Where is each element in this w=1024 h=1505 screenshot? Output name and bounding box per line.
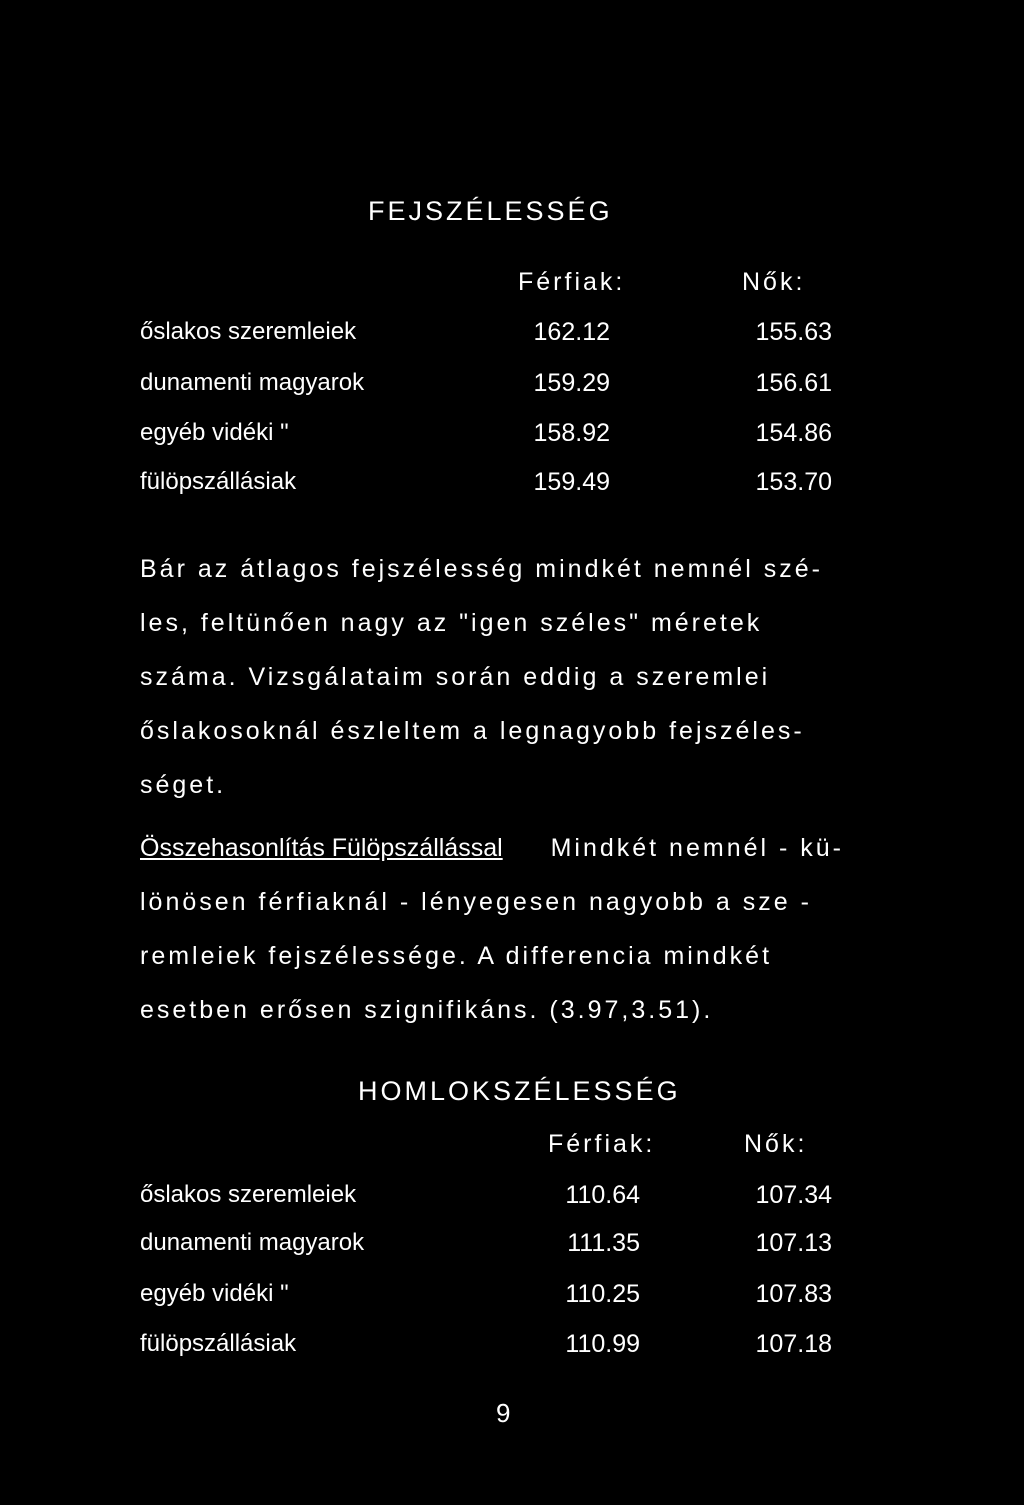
table-row-label: dunamenti magyarok: [140, 1229, 365, 1256]
paragraph-line: remleiek fejszélessége. A differencia mindkét: [140, 942, 773, 970]
paragraph-line: esetben erősen szignifikáns. (3.97,3.51).: [140, 996, 714, 1024]
table-cell-women: 107.13: [755, 1229, 832, 1257]
paragraph-line: száma. Vizsgálataim során eddig a szeremlei: [140, 663, 771, 691]
section2-col-women: Nők:: [744, 1130, 808, 1158]
table-cell-women: 107.83: [755, 1280, 832, 1308]
section2-col-men: Férfiak:: [548, 1130, 656, 1158]
table-cell-men: 158.92: [533, 419, 610, 447]
table-cell-men: 162.12: [533, 318, 610, 346]
section1-col-men: Férfiak:: [518, 268, 626, 296]
table-cell-women: 153.70: [755, 468, 832, 496]
table-row-label: őslakos szeremleiek: [140, 318, 357, 345]
paragraph-line: séget.: [140, 771, 227, 799]
paragraph-1: [140, 542, 900, 812]
table-cell-men: 110.64: [565, 1181, 640, 1209]
paragraph-line: lönösen férfiaknál - lényegesen nagyobb a sze -: [140, 888, 812, 916]
table-row-label: egyéb vidéki ": [140, 419, 289, 446]
table-cell-men: 159.49: [533, 468, 610, 496]
table-cell-women: 155.63: [755, 318, 832, 346]
paragraph-line: les, feltünően nagy az "igen széles" méretek: [140, 609, 763, 637]
section1-col-women: Nők:: [742, 268, 806, 296]
table-row-label: őslakos szeremleiek: [140, 1181, 357, 1208]
table-cell-men: 110.25: [565, 1280, 640, 1308]
table-cell-women: 156.61: [755, 369, 832, 397]
paragraph-line: Bár az átlagos fejszélesség mindkét nemnél szé-: [140, 555, 823, 583]
table-cell-men: 159.29: [533, 369, 610, 397]
table-row-label: egyéb vidéki ": [140, 1280, 289, 1307]
table-row-label: fülöpszállásiak: [140, 468, 297, 495]
table-row-label: dunamenti magyarok: [140, 369, 365, 396]
table-row-label: fülöpszállásiak: [140, 1330, 297, 1357]
paragraph-2: [140, 821, 900, 1037]
section2-title: HOMLOKSZÉLESSÉG: [358, 1076, 681, 1106]
section1-title: FEJSZÉLESSÉG: [368, 196, 613, 226]
paragraph-line: őslakosoknál észleltem a legnagyobb fejszéles-: [140, 717, 805, 745]
table-cell-women: 107.18: [755, 1330, 832, 1358]
table-cell-men: 111.35: [567, 1229, 640, 1257]
table-cell-men: 110.99: [565, 1330, 640, 1358]
table-cell-women: 107.34: [755, 1181, 832, 1209]
paragraph-line: Mindkét nemnél - kü-: [550, 834, 845, 862]
comparison-heading: Összehasonlítás Fülöpszállással: [140, 834, 503, 862]
table-cell-women: 154.86: [755, 419, 832, 447]
page-number: 9: [496, 1398, 511, 1428]
